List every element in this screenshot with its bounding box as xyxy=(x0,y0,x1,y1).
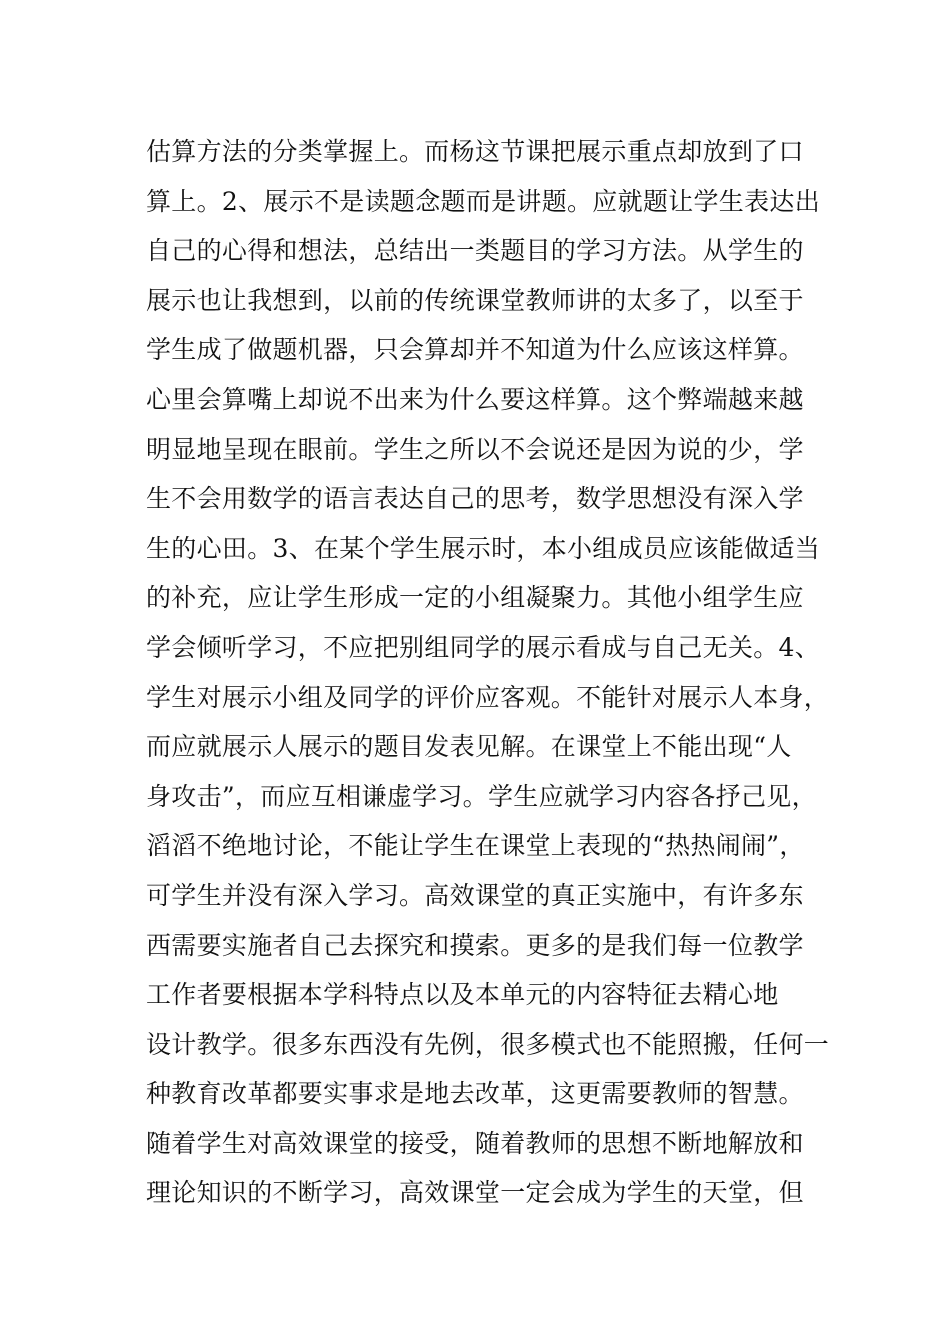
text-line: 估算方法的分类掌握上。而杨这节课把展示重点却放到了口 xyxy=(146,137,804,166)
text-line: 生的心田。3、在某个学生展示时，本小组成员应该能做适当 xyxy=(146,533,821,563)
text-line: 身攻击”，而应互相谦虚学习。学生应就学习内容各抒己见， xyxy=(146,781,817,811)
text-line: 而应就展示人展示的题目发表见解。在课堂上不能出现“人 xyxy=(146,732,792,762)
text-line: 学生成了做题机器，只会算却并不知道为什么应该这样算。 xyxy=(146,335,804,365)
text-line: 生不会用数学的语言表达自己的思考，数学思想没有深入学 xyxy=(146,484,804,514)
text-line: 设计教学。很多东西没有先例，很多模式也不能照搬，任何一 xyxy=(146,1029,830,1059)
text-line: 滔滔不绝地讨论，不能让学生在课堂上表现的“热热闹闹”， xyxy=(146,831,805,861)
text-line: 工作者要根据本学科特点以及本单元的内容特征去精心地 xyxy=(146,980,779,1010)
text-line: 学会倾听学习，不应把别组同学的展示看成与自己无关。4、 xyxy=(146,632,821,662)
text-line: 理论知识的不断学习，高效课堂一定会成为学生的天堂，但 xyxy=(146,1178,804,1208)
text-line: 种教育改革都要实事求是地去改革，这更需要教师的智慧。 xyxy=(146,1079,804,1109)
text-line: 可学生并没有深入学习。高效课堂的真正实施中，有许多东 xyxy=(146,880,804,910)
body-text xyxy=(146,127,836,1218)
text-line: 心里会算嘴上却说不出来为什么要这样算。这个弊端越来越 xyxy=(146,384,804,414)
text-line: 随着学生对高效课堂的接受，随着教师的思想不断地解放和 xyxy=(146,1128,804,1158)
text-line: 明显地呈现在眼前。学生之所以不会说还是因为说的少，学 xyxy=(146,434,804,464)
text-line: 的补充，应让学生形成一定的小组凝聚力。其他小组学生应 xyxy=(146,583,804,613)
text-line: 算上。2、展示不是读题念题而是讲题。应就题让学生表达出 xyxy=(146,186,821,216)
text-line: 展示也让我想到，以前的传统课堂教师讲的太多了，以至于 xyxy=(146,285,804,315)
text-line: 西需要实施者自己去探究和摸索。更多的是我们每一位教学 xyxy=(146,930,804,960)
text-line: 自己的心得和想法，总结出一类题目的学习方法。从学生的 xyxy=(146,236,804,266)
text-line: 学生对展示小组及同学的评价应客观。不能针对展示人本身， xyxy=(146,682,830,712)
